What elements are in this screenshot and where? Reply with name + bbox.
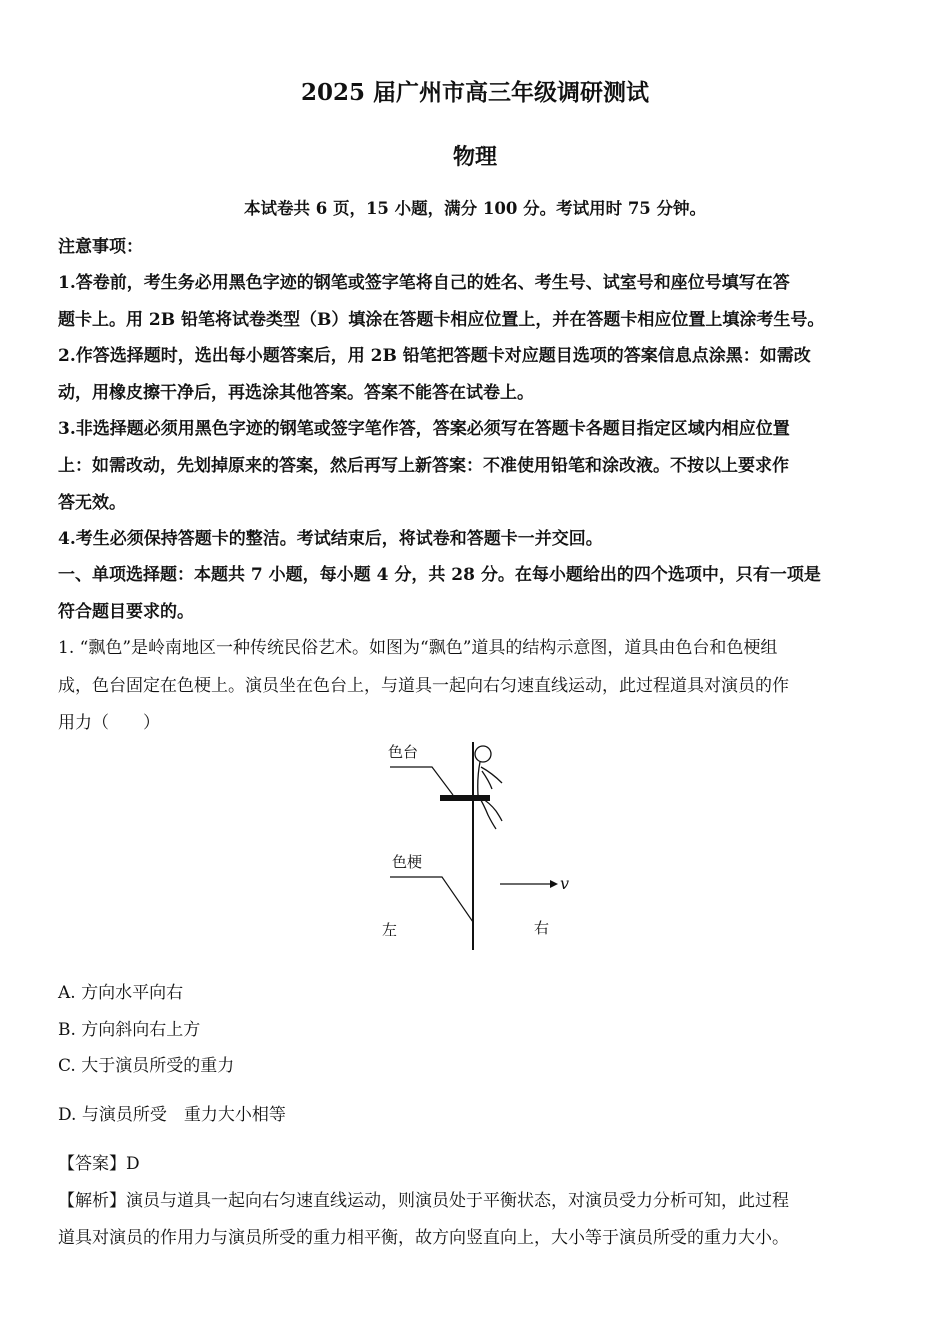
option-b: B. 方向斜向右上方: [58, 1020, 201, 1040]
piaose-diagram: [372, 737, 592, 961]
option-a: A. 方向水平向右: [58, 983, 184, 1003]
label-right: 右: [534, 919, 550, 937]
section-heading: 符合题目要求的。: [58, 602, 194, 622]
option-c: C. 大于演员所受的重力: [58, 1056, 235, 1076]
note-line: 动，用橡皮擦干净后，再选涂其他答案。答案不能答在试卷上。: [58, 383, 534, 403]
platform-leader: [390, 767, 453, 795]
note-line: 3.非选择题必须用黑色字迹的钢笔或签字笔作答，答案必须写在答题卡各题目指定区域内相应位置: [58, 419, 790, 439]
exam-title: 2025 届广州市高三年级调研测试: [300, 79, 650, 106]
note-line: 1.答卷前，考生务必用黑色字迹的钢笔或签字笔将自己的姓名、考生号、试室号和座位号填写在答: [58, 273, 790, 293]
note-line: 上：如需改动，先划掉原来的答案，然后再写上新答案：不准使用铅笔和涂改液。不按以上要求作: [58, 456, 789, 476]
exam-summary: 本试卷共 6 页，15 小题，满分 100 分。考试用时 75 分钟。: [243, 199, 707, 218]
section-heading: 一、单项选择题：本题共 7 小题，每小题 4 分，共 28 分。在每小题给出的四个选项中，只有一项是: [58, 565, 821, 585]
note-line: 答无效。: [58, 493, 126, 513]
performer-figure: [475, 746, 502, 829]
note-line: 题卡上。用 2B 铅笔将试卷类型（B）填涂在答题卡相应位置上，并在答题卡相应位置上填涂考生号。: [58, 310, 825, 330]
analysis-line: 【解析】演员与道具一起向右匀速直线运动，则演员处于平衡状态，对演员受力分析可知，此过程: [58, 1191, 789, 1211]
analysis-line: 道具对演员的作用力与演员所受的重力相平衡，故方向竖直向上，大小等于演员所受的重力大小。: [58, 1228, 789, 1248]
question-stem: 用力（ ）: [58, 713, 160, 733]
question-stem: 1. “飘色”是岭南地区一种传统民俗艺术。如图为“飘色”道具的结构示意图，道具由色台和色梗组: [58, 638, 778, 658]
option-d: D. 与演员所受 重力大小相等: [58, 1105, 286, 1125]
subject-title: 物理: [452, 144, 497, 170]
label-left: 左: [382, 921, 398, 939]
stem-leader: [390, 877, 473, 922]
label-stem: 色梗: [392, 853, 423, 871]
note-line: 2.作答选择题时，选出每小题答案后，用 2B 铅笔把答题卡对应题目选项的答案信息点涂黑：如需改: [58, 346, 811, 366]
question-stem: 成，色台固定在色梗上。演员坐在色台上，与道具一起向右匀速直线运动，此过程道具对演员的作: [58, 676, 789, 696]
label-velocity: v: [560, 874, 570, 893]
answer-line: 【答案】D: [58, 1154, 140, 1174]
arrow-head: [550, 880, 558, 888]
label-platform: 色台: [388, 743, 419, 761]
note-line: 4.考生必须保持答题卡的整洁。考试结束后，将试卷和答题卡一并交回。: [58, 529, 603, 549]
notes-heading: 注意事项：: [58, 237, 143, 257]
